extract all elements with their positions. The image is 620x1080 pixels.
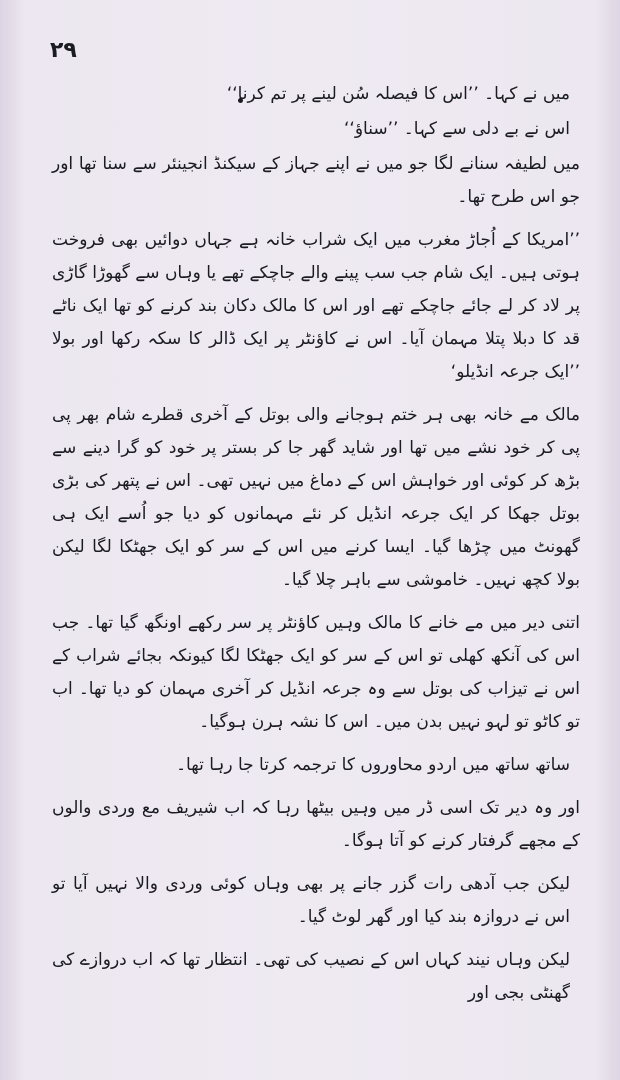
paragraph: اور وہ دیر تک اسی ڈر میں وہیں بیٹھا رہا کہ اب شیریف مع وردی والوں کے مجھے گرفتار کرنے کو آتا ہوگا۔ bbox=[52, 798, 580, 851]
paragraph: لیکن وہاں نیند کہاں اس کے نصیب کی تھی۔ انتظار تھا کہ اب دروازے کی گھنٹی بجی اور bbox=[52, 950, 570, 1003]
page-text bbox=[52, 78, 580, 1020]
paragraph: ساتھ ساتھ میں اردو محاوروں کا ترجمہ کرتا جا رہا تھا۔ bbox=[176, 755, 570, 775]
paragraph: ’’امریکا کے اُجاڑ مغرب میں ایک شراب خانہ ہے جہاں دوائیں بھی فروخت ہوتی ہیں۔ ایک شام جب سب پینے والے جاچکے تھے یا وہاں سے گھوڑا گاڑی پر لاد کر لے جائے جاچکے تھے اور اس کا مالک دکان بند کرنے کو تھا ایک ناٹے قد کا دبلا پتلا مہمان آیا۔ اس نے کاؤنٹر پر ایک ڈالر کا سکہ رکھا اور بولا ’’ایک جرعہ انڈیلو‘ bbox=[52, 230, 580, 382]
paragraph: لیکن جب آدھی رات گزر جانے پر بھی وہاں کوئی وردی والا نہیں آیا تو اس نے دروازہ بند کیا اور گھر لوٹ گیا۔ bbox=[52, 874, 570, 927]
paragraph: مالک مے خانہ بھی ہر ختم ہوجانے والی بوتل کے آخری قطرے شام بھر پی پی کر خود نشے میں تھا اور شاید گھر جا کر بستر پر خود کو گرا دینے سے بڑھ کر کوئی اور خواہش اس کے دماغ میں نہیں تھی۔ اس نے پتھر کی بڑی بوتل جھکا کر ایک جرعہ انڈیل کر نئے مہمانوں کو دیا جو اُسے ایک ہی گھونٹ میں چڑھا گیا۔ ایسا کرنے میں اس کے سر کو ایک جھٹکا لگا لیکن بولا کچھ نہیں۔ خاموشی سے باہر چلا گیا۔ bbox=[52, 405, 580, 590]
paragraph: میں لطیفہ سنانے لگا جو میں نے اپنے جہاز کے سیکنڈ انجینئر سے سنا تھا اور جو اس طرح تھا۔ bbox=[52, 154, 580, 207]
paragraph: میں نے کہا۔ ’’اس کا فیصلہ سُن لینے پر تم کرنا‘‘ bbox=[226, 84, 570, 104]
paragraph: اتنی دیر میں مے خانے کا مالک وہیں کاؤنٹر پر سر رکھے اونگھ گیا تھا۔ جب اس کی آنکھ کھلی تو اس کے سر کو ایک جھٹکا لگا کیونکہ بجائے شراب کے اس نے تیزاب کی بوتل سے وہ جرعہ انڈیل کر آخری مہمان کو دیا تھا۔ اب تو کاٹو تو لہو نہیں بدن میں۔ اس کا نشہ ہرن ہوگیا۔ bbox=[52, 613, 580, 732]
page-number: ۲۹ bbox=[50, 38, 77, 63]
paragraph: اس نے بے دلی سے کہا۔ ’’سناؤ‘‘ bbox=[344, 119, 570, 139]
